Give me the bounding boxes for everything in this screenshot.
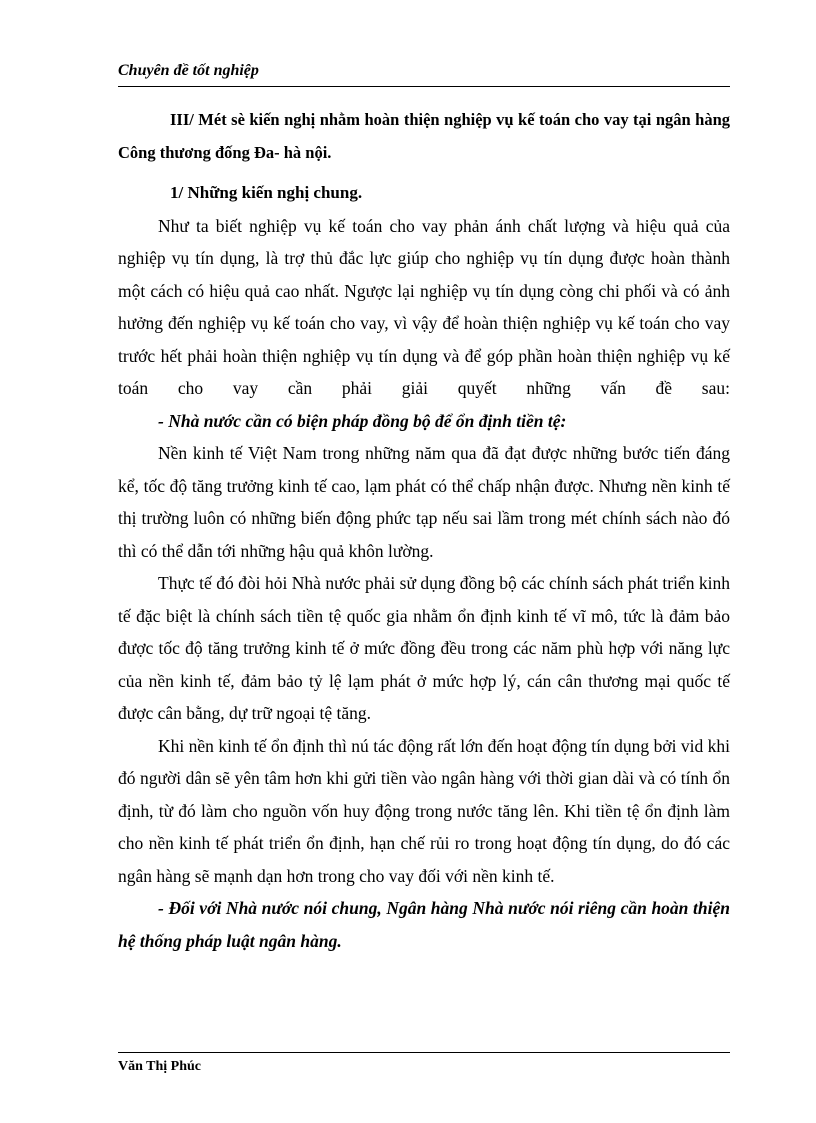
paragraph-1: Như ta biết nghiệp vụ kế toán cho vay phản ánh chất lượng và hiệu quả của nghiệp vụ tín dụng, là trợ thủ đắc lực giúp cho nghiệp vụ tín dụng được hoàn thành một cách có hiệu quả cao nhất. Ngược lại nghiệp vụ tín dụng còng chi phối và có ảnh hưởng đến nghiệp vụ kế toán cho vay, vì vậy để hoàn thiện nghiệp vụ kế toán cho vay trước hết phải hoàn thiện nghiệp vụ tín dụng và để góp phần hoàn thiện nghiệp vụ kế toán cho vay cần phải giải quyết những vấn đề sau: — [118, 215, 730, 398]
footer-divider — [118, 1052, 730, 1053]
subheading-1: - Nhà nước cần có biện pháp đồng bộ để ổn định tiền tệ: — [158, 410, 567, 431]
paragraph-3: Thực tế đó đòi hỏi Nhà nước phải sử dụng đồng bộ các chính sách phát triển kinh tế đặc biệt là chính sách tiền tệ quốc gia nhằm ổn định kinh tế vĩ mô, tức là đảm bảo được tốc độ tăng trưởng kinh tế ở mức đồng đều trong các năm phù hợp với năng lực của nền kinh tế, đảm bảo tỷ lệ lạm phát ở mức hợp lý, cán cân thương mại quốc tế được cân bằng, dự trữ ngoại tệ tăng. — [118, 573, 730, 723]
page-header: Chuyên đề tốt nghiệp — [118, 62, 730, 87]
paragraph-2: Nền kinh tế Việt Nam trong những năm qua đã đạt được những bước tiến đáng kể, tốc độ tăng trưởng kinh tế cao, lạm phát có thể chấp nhận được. Nhưng nền kinh tế thị trường luôn có những biến động phức tạp nếu sai lầm trong mét chính sách nào đó thì có thể dẫn tới những hậu quả khôn lường. — [118, 443, 730, 561]
section-title: III/ Mét sè kiến nghị nhằm hoàn thiện nghiệp vụ kế toán cho vay tại ngân hàng Công thương đống Đa- hà nội. — [118, 110, 730, 162]
page-footer-author: Văn Thị Phúc — [118, 1059, 201, 1074]
document-body — [118, 104, 730, 957]
subheading-2: - Đối với Nhà nước nói chung, Ngân hàng Nhà nước nói riêng cần hoàn thiện hệ thống pháp luật ngân hàng. — [118, 898, 730, 951]
paragraph-4: Khi nền kinh tế ổn định thì nú tác động rất lớn đến hoạt động tín dụng bởi vid khi đó người dân sẽ yên tâm hơn khi gửi tiền vào ngân hàng với thời gian dài và có tính ổn định, từ đó làm cho nguồn vốn huy động trong nước tăng lên. Khi tiền tệ ổn định làm cho nền kinh tế phát triển ổn định, hạn chế rủi ro trong hoạt động tín dụng, do đó các ngân hàng sẽ mạnh dạn hơn trong cho vay đối với nền kinh tế. — [118, 735, 730, 886]
section-subtitle: 1/ Những kiến nghị chung. — [170, 183, 363, 202]
